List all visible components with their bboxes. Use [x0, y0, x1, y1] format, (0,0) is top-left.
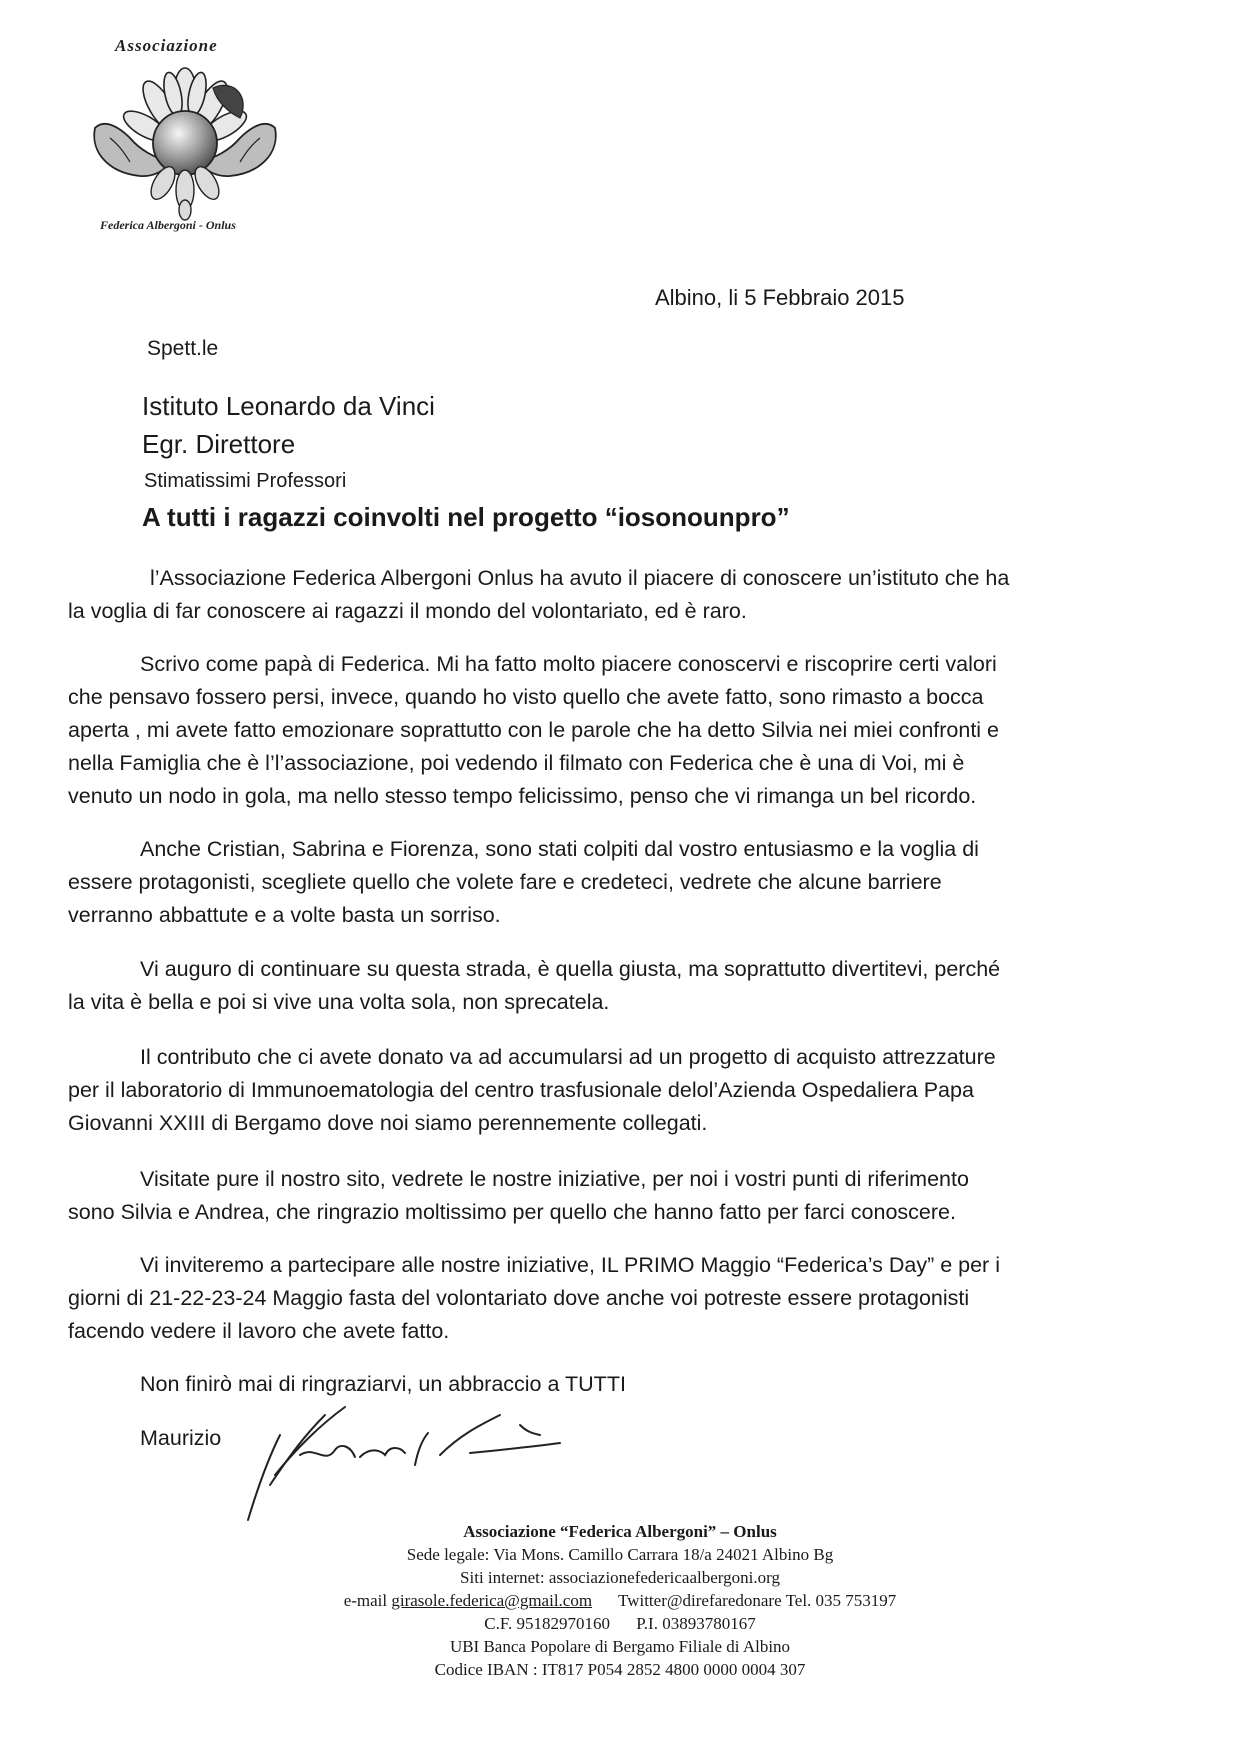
signoff-name: Maurizio	[140, 1426, 222, 1450]
footer-contacts	[230, 1589, 1010, 1612]
footer-email-link[interactable]: girasole.federica@gmail.com	[391, 1591, 593, 1610]
association-logo	[85, 28, 285, 238]
paragraph-line: Scrivo come papà di Federica. Mi ha fatto molto piacere conoscervi e riscoprire certi valori	[140, 652, 997, 676]
paragraph-line: la voglia di far conoscere ai ragazzi il mondo del volontariato, ed è raro.	[68, 599, 747, 623]
paragraph-line: Anche Cristian, Sabrina e Fiorenza, sono stati colpiti dal vostro entusiasmo e la voglia di	[140, 837, 979, 861]
footer-email-label: e-mail	[343, 1591, 388, 1610]
paragraph-line: Giovanni XXIII di Bergamo dove noi siamo perennemente collegati.	[68, 1111, 708, 1135]
footer-address: Sede legale: Via Mons. Camillo Carrara 18/a 24021 Albino Bg	[406, 1545, 834, 1564]
recipient-institute: Istituto Leonardo da Vinci	[142, 391, 435, 421]
recipient-students: A tutti i ragazzi coinvolti nel progetto “iosonounpro”	[142, 502, 790, 532]
footer-pi: P.I. 03893780167	[636, 1614, 756, 1633]
paragraph-line: nella Famiglia che è l’l’associazione, poi vedendo il filmato con Federica che è una di Voi, mi è	[68, 751, 965, 775]
paragraph-line: essere protagonisti, scegliete quello che volete fare e credeteci, vedrete che alcune barriere	[68, 870, 942, 894]
handwritten-signature	[240, 1395, 660, 1525]
paragraph-volunteers	[68, 833, 1158, 932]
sunflower-hands-icon	[85, 58, 285, 223]
footer-phone: Tel. 035 753197	[785, 1591, 897, 1610]
salutation: Spett.le	[147, 337, 219, 360]
recipient-director: Egr. Direttore	[142, 429, 296, 459]
paragraph-father	[68, 648, 1158, 813]
paragraph-line: Non finirò mai di ringraziarvi, un abbraccio a TUTTI	[140, 1372, 626, 1396]
logo-bottom-text: Federica Albergoni - Onlus	[100, 218, 236, 232]
paragraph-contribution	[68, 1041, 1158, 1140]
paragraph-invitation	[68, 1249, 1158, 1348]
paragraph-intro	[68, 562, 1158, 628]
footer-tax-ids	[230, 1612, 1010, 1635]
paragraph-line: facendo vedere il lavoro che avete fatto.	[68, 1319, 450, 1343]
footer-website: Siti internet: associazionefedericaalbergoni.org	[460, 1568, 780, 1587]
paragraph-line: Vi inviteremo a partecipare alle nostre iniziative, IL PRIMO Maggio “Federica’s Day” e per i	[140, 1253, 1000, 1277]
paragraph-line: che pensavo fossero persi, invece, quando ho visto quello che avete fatto, sono rimasto a bocca	[68, 685, 984, 709]
footer-twitter: Twitter@direfaredonare	[618, 1591, 782, 1610]
logo-top-text: Associazione	[115, 36, 218, 55]
paragraph-line: sono Silvia e Andrea, che ringrazio moltissimo per quello che hanno fatto per farci conoscere.	[68, 1200, 956, 1224]
paragraph-line: Vi auguro di continuare su questa strada, è quella giusta, ma soprattutto divertitevi, perché	[140, 957, 1001, 981]
paragraph-line: la vita è bella e poi si vive una volta sola, non sprecatela.	[68, 990, 610, 1014]
paragraph-line: Visitate pure il nostro sito, vedrete le nostre iniziative, per noi i vostri punti di riferimento	[140, 1167, 969, 1191]
date-line: Albino, li 5 Febbraio 2015	[655, 285, 905, 310]
footer	[230, 1520, 1010, 1681]
paragraph-line: l’Associazione Federica Albergoni Onlus ha avuto il piacere di conoscere un’istituto che ha	[150, 566, 1010, 590]
recipient-professors: Stimatissimi Professori	[144, 470, 347, 492]
paragraph-line: per il laboratorio di Immunoematologia del centro trasfusionale delol’Azienda Ospedaliera Papa	[68, 1078, 974, 1102]
paragraph-line: aperta , mi avete fatto emozionare soprattutto con le parole che ha detto Silvia nei miei confronti e	[68, 718, 999, 742]
paragraph-line: giorni di 21-22-23-24 Maggio fasta del volontariato dove anche voi potreste essere protagonisti	[68, 1286, 970, 1310]
footer-cf: C.F. 95182970160	[484, 1614, 610, 1633]
paragraph-line: venuto un nodo in gola, ma nello stesso tempo felicissimo, penso che vi rimanga un bel ricordo.	[68, 784, 977, 808]
footer-org: Associazione “Federica Albergoni” – Onlus	[463, 1522, 777, 1541]
paragraph-line: verranno abbattute e a volte basta un sorriso.	[68, 903, 501, 927]
footer-iban: Codice IBAN : IT817 P054 2852 4800 0000 0004 307	[434, 1660, 806, 1679]
paragraph-line: Il contributo che ci avete donato va ad accumularsi ad un progetto di acquisto attrezzature	[140, 1045, 996, 1069]
paragraph-wishes	[68, 953, 1158, 1019]
footer-bank: UBI Banca Popolare di Bergamo Filiale di Albino	[449, 1637, 791, 1656]
paragraph-website	[68, 1163, 1158, 1229]
